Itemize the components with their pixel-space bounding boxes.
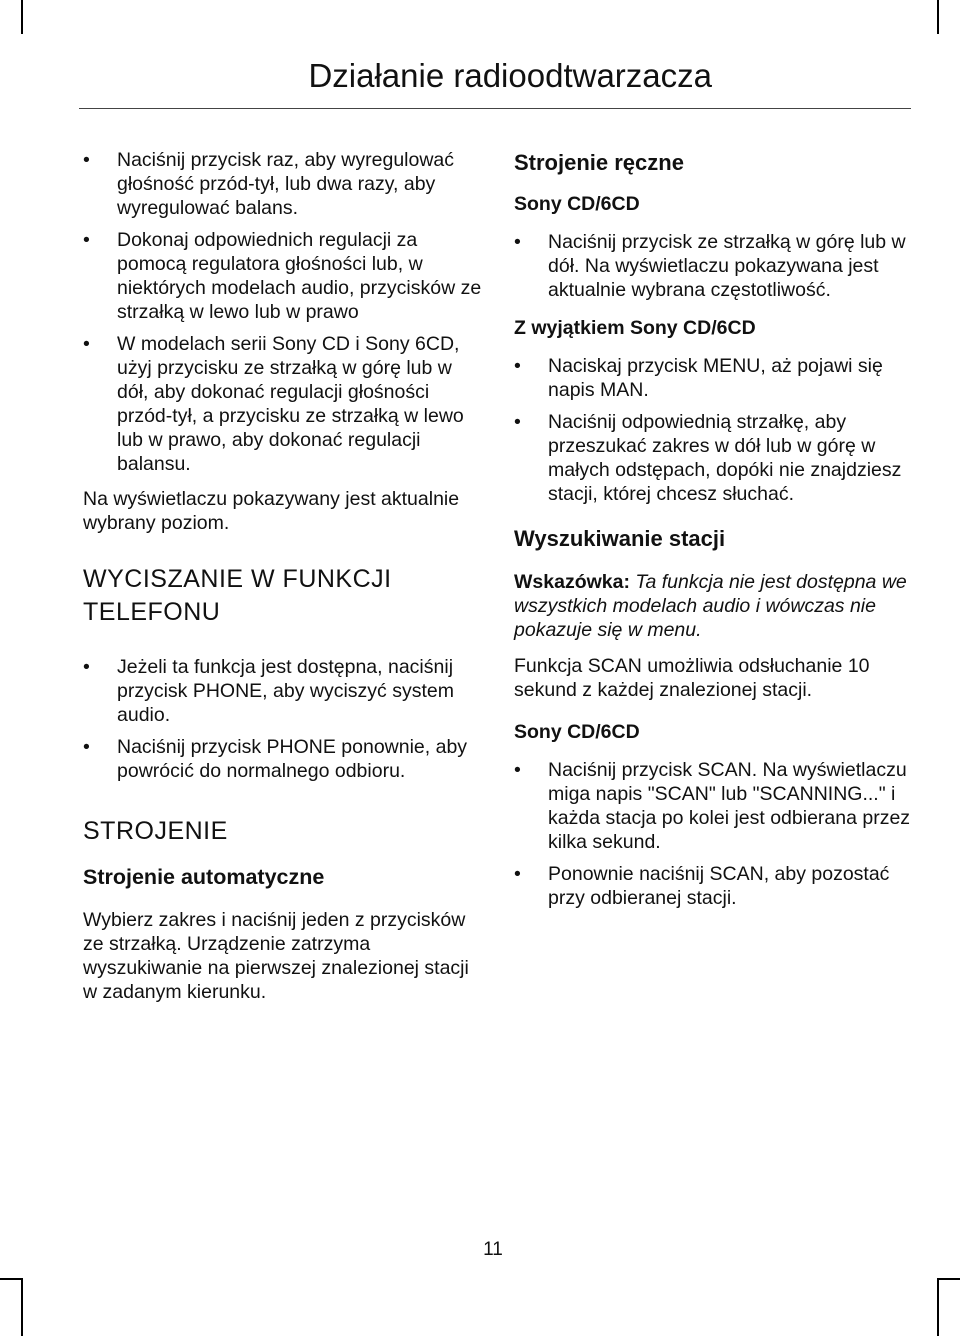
list-item-text: Naciskaj przycisk MENU, aż pojawi się napis MAN. bbox=[548, 355, 883, 401]
list-item bbox=[83, 228, 483, 324]
sony-scan-bullet-list bbox=[514, 758, 914, 910]
auto-tuning-paragraph: Wybierz zakres i naciśnij jeden z przycisków ze strzałką. Urządzenie zatrzyma wyszukiwanie na pierwszej znalezionej stacji w zadanym kierunku. bbox=[83, 909, 469, 1003]
crop-mark-bottom-left-v bbox=[21, 1278, 23, 1336]
bullet-icon: • bbox=[83, 656, 90, 678]
scan-paragraph: Funkcja SCAN umożliwia odsłuchanie 10 sekund z każdej znalezionej stacji. bbox=[514, 655, 870, 701]
bullet-icon: • bbox=[514, 231, 521, 253]
page-number: 11 bbox=[483, 1239, 503, 1260]
bullet-icon: • bbox=[83, 229, 90, 251]
balance-bullet-list bbox=[83, 148, 483, 476]
list-item-text: Naciśnij przycisk ze strzałką w górę lub w dół. Na wyświetlaczu pokazywana jest aktualnie wybrana częstotliwość. bbox=[548, 231, 906, 301]
page-title: Działanie radioodtwarzacza bbox=[308, 57, 712, 94]
list-item-text: W modelach serii Sony CD i Sony 6CD, użyj przycisku ze strzałką w górę lub w dół, aby dokonać regulacji głośności przód-tył, a przycisku ze strzałką w lewo lub w prawo, aby dokonać regulacji balansu. bbox=[117, 333, 464, 475]
sony-manual-bullet-list bbox=[514, 230, 914, 302]
mute-bullet-list bbox=[83, 655, 483, 783]
list-item-text: Ponownie naciśnij SCAN, aby pozostać przy odbieranej stacji. bbox=[548, 863, 890, 909]
right-column bbox=[514, 150, 914, 921]
model-label-except-sony: Z wyjątkiem Sony CD/6CD bbox=[514, 317, 756, 339]
subheading-station-search: Wyszukiwanie stacji bbox=[514, 526, 726, 551]
list-item bbox=[83, 332, 483, 476]
subheading-auto-tuning: Strojenie automatyczne bbox=[83, 865, 325, 889]
crop-mark-bottom-right-h bbox=[938, 1278, 960, 1280]
tip-text: Ta funkcja nie jest dostępna we wszystkich modelach audio i wówczas nie pokazuje się w menu. bbox=[514, 571, 907, 641]
bullet-icon: • bbox=[83, 333, 90, 355]
tip-paragraph bbox=[514, 570, 914, 642]
list-item bbox=[514, 862, 914, 910]
bullet-icon: • bbox=[83, 149, 90, 171]
list-item-text: Naciśnij przycisk PHONE ponownie, aby powrócić do normalnego odbioru. bbox=[117, 736, 468, 782]
list-item bbox=[514, 758, 914, 854]
list-item bbox=[514, 230, 914, 302]
list-item bbox=[83, 148, 483, 220]
list-item bbox=[514, 410, 914, 506]
except-sony-bullet-list bbox=[514, 354, 914, 506]
bullet-icon: • bbox=[514, 411, 521, 433]
list-item-text: Dokonaj odpowiednich regulacji za pomocą regulatora głośności lub, w niektórych modelach audio, przycisków ze strzałką w lewo lub w prawo bbox=[117, 229, 482, 323]
left-column bbox=[83, 148, 483, 1016]
crop-mark-top-left bbox=[21, 0, 23, 34]
bullet-icon: • bbox=[514, 355, 521, 377]
list-item bbox=[83, 655, 483, 727]
title-divider bbox=[79, 108, 911, 109]
bullet-icon: • bbox=[514, 863, 521, 885]
list-item-text: Naciśnij przycisk raz, aby wyregulować głośność przód-tył, lub dwa razy, aby wyregulować balans. bbox=[117, 149, 455, 219]
level-paragraph: Na wyświetlaczu pokazywany jest aktualnie wybrany poziom. bbox=[83, 488, 460, 534]
crop-mark-bottom-right-v bbox=[937, 1278, 939, 1336]
list-item-text: Jeżeli ta funkcja jest dostępna, naciśnij przycisk PHONE, aby wyciszyć system audio. bbox=[117, 656, 454, 726]
list-item bbox=[83, 735, 483, 783]
section-heading-tuning: STROJENIE bbox=[83, 817, 228, 845]
list-item-text: Naciśnij przycisk SCAN. Na wyświetlaczu miga napis "SCAN" lub "SCANNING..." i każda stacja po kolei jest odbierana przez kilka sekund. bbox=[548, 759, 911, 853]
model-label-sony-scan: Sony CD/6CD bbox=[514, 721, 640, 743]
crop-mark-top-right bbox=[937, 0, 939, 34]
crop-mark-bottom-left-h bbox=[0, 1278, 22, 1280]
list-item-text: Naciśnij odpowiednią strzałkę, aby przeszukać zakres w dół lub w górę w małych odstępach, dopóki nie znajdziesz stacji, której chcesz słuchać. bbox=[548, 411, 902, 505]
list-item bbox=[514, 354, 914, 402]
section-heading-mute: WYCISZANIE W FUNKCJI TELEFONU bbox=[83, 565, 392, 626]
tip-label: Wskazówka: bbox=[514, 571, 630, 593]
subheading-manual-tuning: Strojenie ręczne bbox=[514, 150, 684, 175]
bullet-icon: • bbox=[83, 736, 90, 758]
bullet-icon: • bbox=[514, 759, 521, 781]
model-label-sony: Sony CD/6CD bbox=[514, 193, 640, 215]
